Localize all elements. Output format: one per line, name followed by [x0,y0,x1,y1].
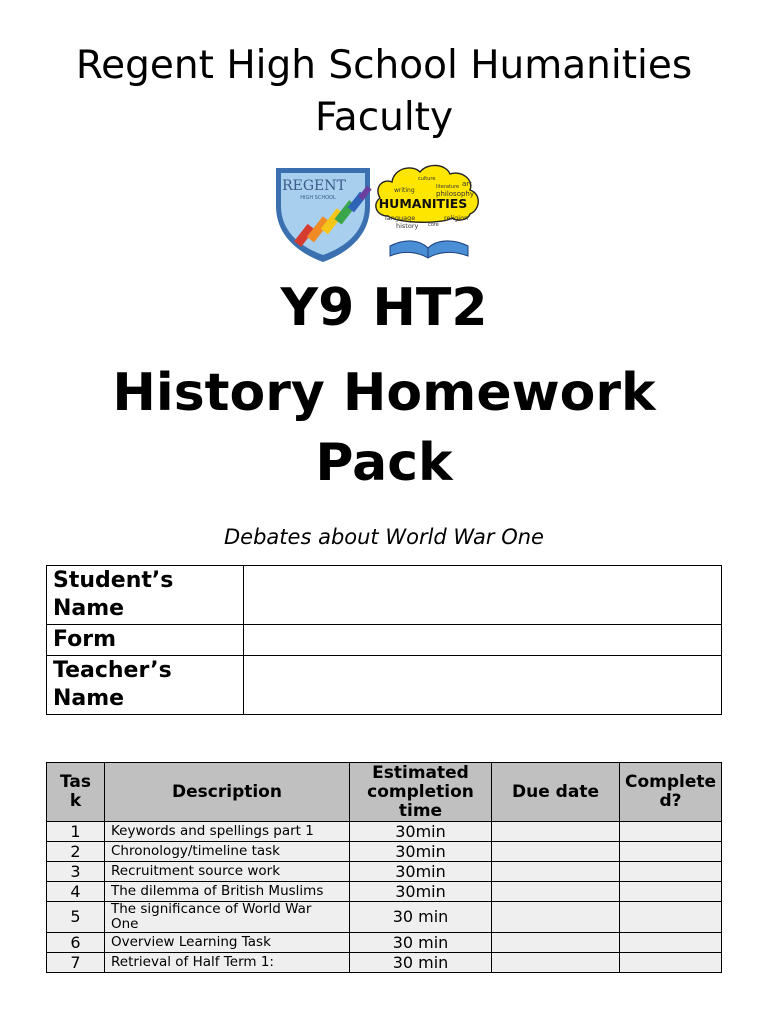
task-description: Overview Learning Task [105,933,350,953]
teacher-name-label [47,656,244,715]
word-religion: religion [444,214,469,222]
task-description: Recruitment source work [105,862,350,882]
task-time: 30min [350,882,492,902]
col-due-date: Due date [492,763,620,822]
label-line: Name [53,596,125,621]
table-row [47,822,722,842]
word-history: history [396,222,419,230]
word-literature: literature [436,184,460,190]
task-table [46,762,722,973]
label-line: Teacher’s [53,658,172,683]
task-due-date[interactable] [492,933,620,953]
task-due-date[interactable] [492,902,620,933]
task-description: Keywords and spellings part 1 [105,822,350,842]
header-line: Estimated [372,762,469,783]
task-due-date[interactable] [492,822,620,842]
form-row [47,625,722,656]
col-description: Description [105,763,350,822]
task-description: Retrieval of Half Term 1: [105,953,350,973]
school-name-line2: Faculty [314,95,454,140]
task-number: 7 [47,953,105,973]
word-philosophy: philosophy [436,190,475,198]
desc-line: One [111,916,139,932]
task-time: 30 min [350,953,492,973]
table-row [47,902,722,933]
task-due-date[interactable] [492,882,620,902]
word-writing: writing [394,187,415,194]
pack-title [0,358,768,498]
humanities-logo-text: HUMANITIES [378,196,468,211]
course-code: Y9 HT2 [280,278,488,338]
table-row [47,862,722,882]
task-completed[interactable] [620,862,722,882]
teacher-name-row [47,656,722,715]
form-field[interactable] [244,625,722,656]
regent-logo-text: REGENT [282,178,346,194]
task-completed[interactable] [620,822,722,842]
label-line: Form [53,627,117,652]
school-name-line1: Regent High School Humanities [75,43,693,88]
task-time: 30min [350,842,492,862]
header-line: time [398,800,443,821]
school-name [0,40,768,144]
student-name-label [47,566,244,625]
pack-title-line2: Pack [315,433,453,493]
header-line: completion [367,781,474,802]
word-culture: culture [418,176,436,182]
task-time: 30min [350,822,492,842]
task-number: 6 [47,933,105,953]
task-time: 30min [350,862,492,882]
header-line: Complete [624,772,717,792]
task-description [105,902,350,933]
task-description: Chronology/timeline task [105,842,350,862]
task-completed[interactable] [620,882,722,902]
task-completed[interactable] [620,902,722,933]
table-row [47,882,722,902]
label-line: Student’s [53,568,174,593]
word-language: language [385,214,416,222]
student-name-field[interactable] [244,566,722,625]
regent-logo-subtext: HIGH SCHOOL [300,195,336,201]
table-row [47,933,722,953]
col-completed [620,763,722,822]
student-name-row [47,566,722,625]
task-number: 3 [47,862,105,882]
regent-shield-logo [276,168,372,262]
task-number: 5 [47,902,105,933]
task-completed[interactable] [620,933,722,953]
task-time: 30 min [350,902,492,933]
subtitle: Debates about World War One [224,525,544,549]
task-completed[interactable] [620,953,722,973]
task-number: 4 [47,882,105,902]
col-task [47,763,105,822]
table-row [47,842,722,862]
task-due-date[interactable] [492,842,620,862]
desc-line: The significance of World War [111,901,312,917]
word-art: art [462,180,472,188]
task-number: 1 [47,822,105,842]
header-line: Tas [60,772,91,792]
humanities-logo [376,165,478,258]
task-completed[interactable] [620,842,722,862]
task-table-header [47,763,722,822]
task-due-date[interactable] [492,862,620,882]
logos [272,160,504,264]
table-row [47,953,722,973]
header-line: d? [659,791,682,811]
label-line: Name [53,686,125,711]
task-due-date[interactable] [492,953,620,973]
task-number: 2 [47,842,105,862]
teacher-name-field[interactable] [244,656,722,715]
word-core: core [428,222,439,228]
header-line: k [69,791,82,811]
task-description: The dilemma of British Muslims [105,882,350,902]
task-time: 30 min [350,933,492,953]
col-estimated-time [350,763,492,822]
form-label [47,625,244,656]
student-info-table [46,565,722,715]
pack-title-line1: History Homework [112,363,656,423]
